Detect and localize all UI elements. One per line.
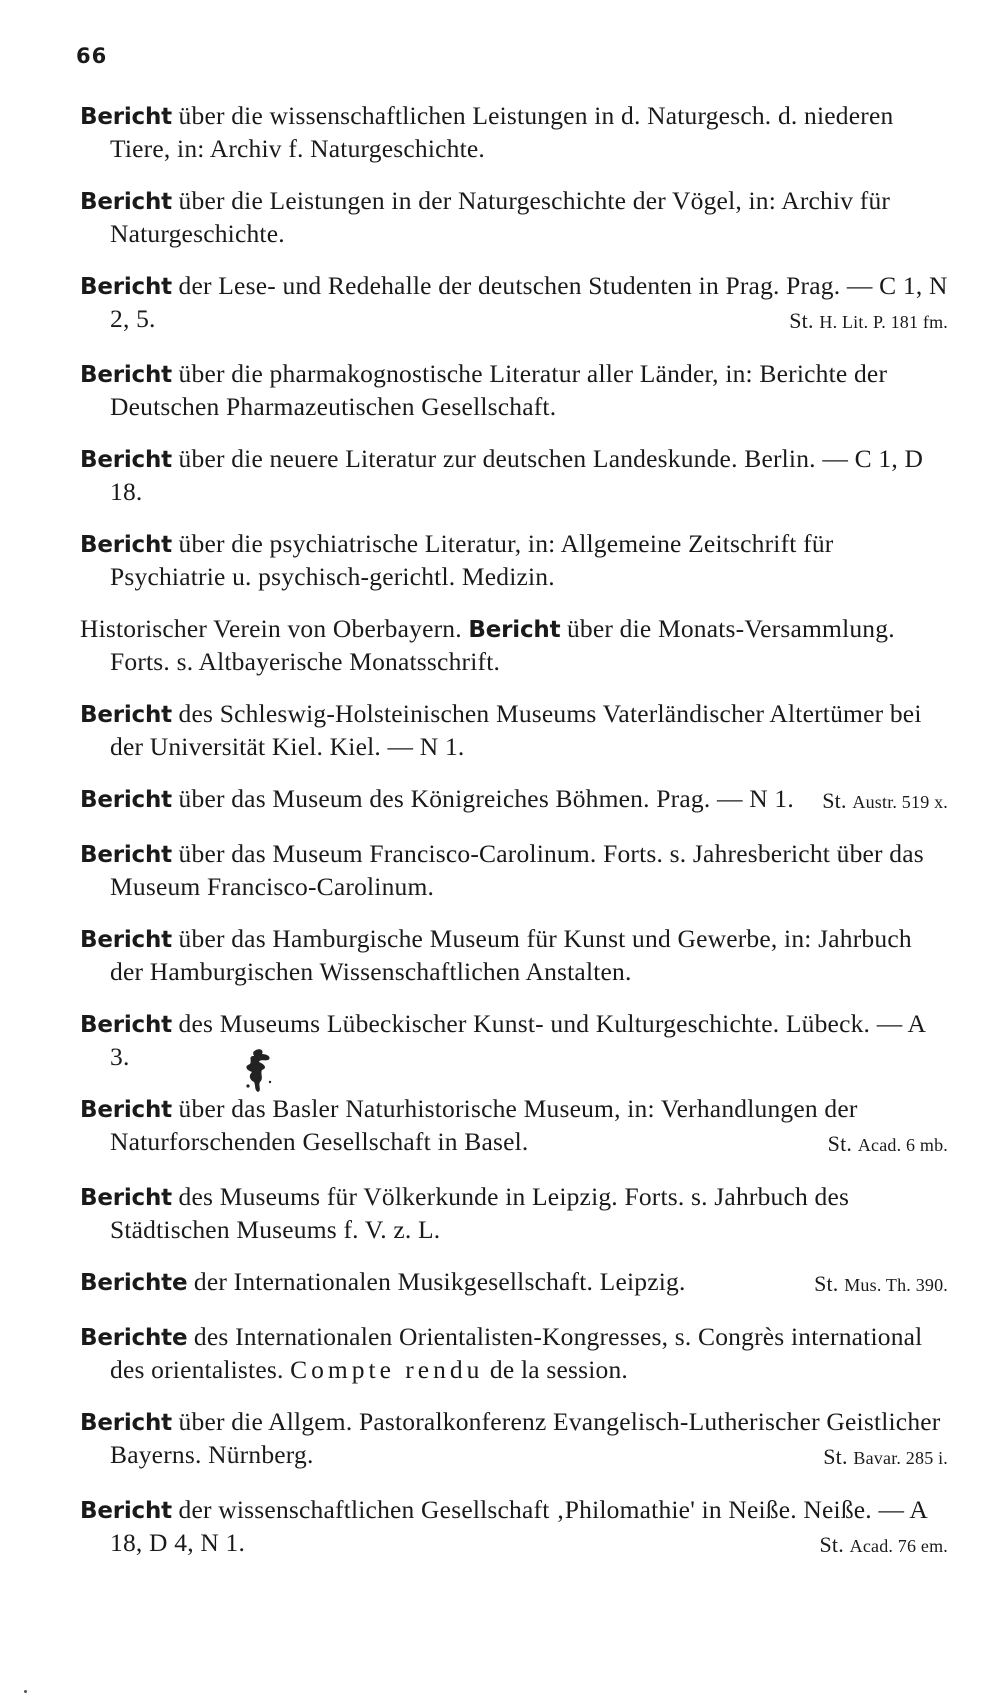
shelf-signature-prefix: St. — [789, 308, 814, 333]
entry-keyword: Bericht — [80, 1498, 172, 1524]
catalog-entry — [80, 1008, 948, 1073]
catalog-entry — [80, 443, 948, 508]
entry-text: über die Leistungen in der Naturgeschichte der Vögel, in: Archiv für Naturgeschichte. — [110, 186, 891, 248]
catalog-entry — [80, 613, 948, 678]
catalog-entry — [80, 1321, 948, 1386]
catalog-entry — [80, 270, 948, 338]
entry-keyword: Bericht — [80, 362, 172, 388]
shelf-signature-prefix: St. — [822, 788, 847, 813]
entry-keyword: Bericht — [80, 274, 172, 300]
shelf-signature — [819, 1529, 948, 1562]
catalog-entry — [80, 923, 948, 988]
catalog-entry — [80, 1181, 948, 1246]
ink-stamp-icon — [242, 1046, 276, 1094]
entry-keyword: Berichte — [80, 1270, 188, 1296]
entry-text: über die Monats-Versammlung. Forts. s. Altbayerische Monatsschrift. — [110, 614, 895, 676]
shelf-signature-prefix: St. — [819, 1532, 844, 1557]
entry-keyword: Bericht — [80, 1012, 172, 1038]
catalog-entry — [80, 528, 948, 593]
shelf-signature — [823, 1441, 948, 1474]
entry-text: über die pharmakognostische Literatur aller Länder, in: Berichte der Deutschen Pharmazeutischen Gesellschaft. — [110, 359, 888, 421]
catalog-entry — [80, 1266, 948, 1301]
entry-text: des Museums Lübeckischer Kunst- und Kulturgeschichte. Lübeck. — A 3. — [110, 1009, 925, 1071]
entry-keyword: Bericht — [468, 617, 561, 643]
catalog-entry — [80, 1406, 948, 1474]
catalog-entry — [80, 100, 948, 165]
shelf-signature — [828, 1128, 948, 1161]
shelf-signature-code: Mus. Th. 390. — [844, 1275, 948, 1295]
entry-keyword: Bericht — [80, 787, 172, 813]
entry-keyword: Bericht — [80, 927, 172, 953]
catalog-entry — [80, 698, 948, 763]
entry-text: über das Basler Naturhistorische Museum, in: Verhandlungen der Naturforschenden Gesellschaft in Basel. — [110, 1094, 858, 1156]
entry-keyword: Bericht — [80, 447, 172, 473]
entry-text: des Schleswig-Holsteinischen Museums Vaterländischer Altertümer bei der Universität Kiel. Kiel. — N 1. — [110, 699, 922, 761]
shelf-signature — [814, 1268, 948, 1301]
entry-text: über das Museum Francisco-Carolinum. Forts. s. Jahresbericht über das Museum Francisco-Carolinum. — [110, 839, 924, 901]
entry-text: der Internationalen Musikgesellschaft. Leipzig. — [187, 1267, 686, 1296]
entry-keyword: Bericht — [80, 532, 172, 558]
entry-text: über die neuere Literatur zur deutschen Landeskunde. Berlin. — C 1, D 18. — [110, 444, 924, 506]
entry-keyword: Bericht — [80, 104, 172, 130]
catalog-entry — [80, 358, 948, 423]
entry-text: des Museums für Völkerkunde in Leipzig. Forts. s. Jahrbuch des Städtischen Museums f. V. z. L. — [110, 1182, 850, 1244]
entry-keyword: Bericht — [80, 1410, 172, 1436]
spaced-title: Compte rendu — [290, 1355, 484, 1384]
shelf-signature-code: Austr. 519 x. — [852, 792, 948, 812]
entry-text: der Lese- und Redehalle der deutschen Studenten in Prag. Prag. — C 1, N 2, 5. — [110, 271, 948, 333]
entry-text: über das Hamburgische Museum für Kunst und Gewerbe, in: Jahrbuch der Hamburgischen Wissenschaftlichen Anstalten. — [110, 924, 912, 986]
entry-text: über die psychiatrische Literatur, in: Allgemeine Zeitschrift für Psychiatrie u. psychisch-gerichtl. Medizin. — [110, 529, 834, 591]
entry-text: der wissenschaftlichen Gesellschaft ‚Philomathie' in Neiße. Neiße. — A 18, D 4, N 1. — [110, 1495, 927, 1557]
entry-list — [80, 100, 948, 1582]
catalog-entry — [80, 185, 948, 250]
shelf-signature-prefix: St. — [827, 1131, 853, 1156]
entry-text: über die wissenschaftlichen Leistungen in d. Naturgesch. d. niederen Tiere, in: Archiv f. Naturgeschichte. — [110, 101, 894, 163]
entry-keyword: Bericht — [80, 1185, 172, 1211]
shelf-signature-code: H. Lit. P. 181 fm. — [819, 312, 948, 332]
catalog-entry — [80, 783, 948, 818]
entry-prefix: Historischer Verein von Oberbayern. — [80, 614, 469, 643]
catalog-entry — [80, 1494, 948, 1562]
entry-keyword: Bericht — [80, 1097, 172, 1123]
shelf-signature — [822, 785, 948, 818]
shelf-signature-code: Bavar. 285 i. — [853, 1448, 948, 1468]
shelf-signature-code: Acad. 76 em. — [849, 1536, 948, 1556]
entry-keyword: Bericht — [80, 702, 172, 728]
page-number: 66 — [76, 44, 108, 68]
paper-speck — [24, 1690, 27, 1693]
shelf-signature-prefix: St. — [823, 1444, 848, 1469]
entry-keyword: Bericht — [80, 189, 172, 215]
entry-text: des Internationalen Orientalisten-Kongresses, s. Congrès international des orientalistes. — [110, 1322, 923, 1384]
entry-text: über das Museum des Königreiches Böhmen. Prag. — N 1. — [171, 784, 794, 813]
catalog-entry — [80, 1093, 948, 1161]
entry-keyword: Bericht — [80, 842, 172, 868]
shelf-signature — [789, 305, 948, 338]
entry-text-after: de la session. — [483, 1355, 628, 1384]
catalog-entry — [80, 838, 948, 903]
shelf-signature-prefix: St. — [814, 1271, 839, 1296]
entry-text: über die Allgem. Pastoralkonferenz Evangelisch-Lutherischer Geistlicher Bayerns. Nürnberg. — [110, 1407, 941, 1469]
shelf-signature-code: Acad. 6 mb. — [857, 1135, 948, 1155]
entry-keyword: Berichte — [80, 1325, 188, 1351]
